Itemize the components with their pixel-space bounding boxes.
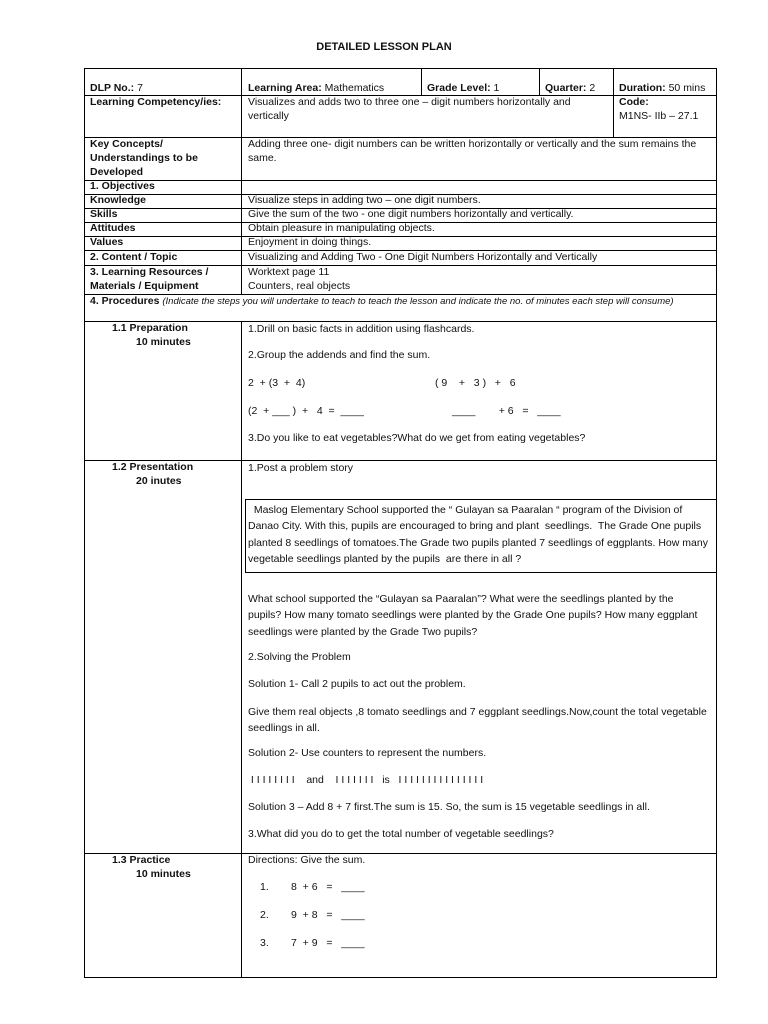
knowledge-label: Knowledge	[90, 194, 147, 206]
resources-label-1: 3. Learning Resources /	[90, 266, 209, 278]
practice-label: 1.3 Practice	[112, 854, 171, 866]
values-label: Values	[90, 236, 124, 248]
tally-counters: I I I I I I I I and I I I I I I I is I I I I I I I I I I I I I I I	[248, 774, 484, 786]
practice-item-2-number: 2.	[260, 909, 269, 921]
attitudes-text: Obtain pleasure in manipulating objects.	[248, 222, 435, 234]
skills-text: Give the sum of the two - one digit numbers horizontally and vertically.	[248, 208, 574, 220]
procedures-heading: 4. Procedures (Indicate the steps you will undertake to teach to teach the lesson and indicate the no. of minutes each step will consume)	[90, 295, 674, 307]
attitudes-label: Attitudes	[90, 222, 136, 234]
skills-label: Skills	[90, 208, 118, 220]
code-value: M1NS- IIb – 27.1	[619, 110, 699, 122]
preparation-item-3: 3.Do you like to eat vegetables?What do we get from eating vegetables?	[248, 432, 586, 444]
objectives-heading: 1. Objectives	[90, 180, 155, 192]
practice-item-1-number: 1.	[260, 881, 269, 893]
solution-1: Solution 1- Call 2 pupils to act out the problem.	[248, 678, 466, 690]
learning-area: Learning Area: Mathematics	[248, 82, 385, 94]
preparation-item-1: 1.Drill on basic facts in addition using flashcards.	[248, 323, 475, 335]
resources-line-2: Counters, real objects	[248, 280, 351, 292]
problem-story-text: Maslog Elementary School supported the “ Gulayan sa Paaralan “ program of the Division of Danao City. With this, pupils are encouraged to bring and plant seedlings. The Grade One pupils planted 8 seedlings of tomatoes.The Grade two pupils planted 7 seedlings of eggplants. How many vegetable seedlings planted by the pupils are there in all ?	[248, 504, 711, 565]
quarter: Quarter: 2	[545, 82, 596, 94]
solving-heading: 2.Solving the Problem	[248, 651, 351, 663]
key-concepts-label: Key Concepts/ Understandings to be Developed	[90, 138, 198, 178]
competency-text: Visualizes and adds two to three one – digit numbers horizontally and vertically	[248, 96, 571, 122]
duration: Duration: 50 mins	[619, 82, 706, 94]
preparation-equation-1b: ( 9 + 3 ) + 6	[435, 377, 516, 389]
solution-2: Solution 2- Use counters to represent the numbers.	[248, 747, 487, 759]
preparation-time: 10 minutes	[136, 336, 191, 348]
solution-3: Solution 3 – Add 8 + 7 first.The sum is 15. So, the sum is 15 vegetable seedlings in all.	[248, 801, 650, 813]
knowledge-text: Visualize steps in adding two – one digit numbers.	[248, 194, 481, 206]
preparation-equation-2b: ____ + 6 = ____	[452, 405, 561, 417]
practice-item-3-equation: 7 + 9 = ____	[291, 937, 365, 949]
resources-line-1: Worktext page 11	[248, 266, 330, 278]
preparation-item-2: 2.Group the addends and find the sum.	[248, 349, 431, 361]
values-text: Enjoyment in doing things.	[248, 236, 372, 248]
document-title: DETAILED LESSON PLAN	[316, 41, 452, 53]
lesson-plan-table	[84, 68, 717, 978]
presentation-label: 1.2 Presentation	[112, 461, 194, 473]
grade-level: Grade Level: 1	[427, 82, 500, 94]
practice-directions: Directions: Give the sum.	[248, 854, 366, 866]
resources-label-2: Materials / Equipment	[90, 280, 199, 292]
practice-item-2-equation: 9 + 8 = ____	[291, 909, 365, 921]
practice-item-1-equation: 8 + 6 = ____	[291, 881, 365, 893]
preparation-equation-1a: 2 + (3 + 4)	[248, 377, 306, 389]
presentation-item-3: 3.What did you do to get the total number of vegetable seedlings?	[248, 828, 554, 840]
content-label: 2. Content / Topic	[90, 251, 178, 263]
key-concepts-text: Adding three one- digit numbers can be written horizontally or vertically and the sum remains the same.	[248, 138, 697, 164]
code-label: Code:	[619, 96, 649, 108]
content-text: Visualizing and Adding Two - One Digit Numbers Horizontally and Vertically	[248, 251, 598, 263]
presentation-item-1: 1.Post a problem story	[248, 462, 354, 474]
story-questions: What school supported the “Gulayan sa Paaralan”? What were the seedlings planted by the pupils? How many tomato seedlings were planted by the Grade One pupils? How many eggplant seedlings were planted by the Grade Two pupils?	[248, 593, 698, 638]
competency-label: Learning Competency/ies:	[90, 96, 222, 108]
dlp-number: DLP No.: 7	[90, 82, 143, 94]
presentation-time: 20 inutes	[136, 475, 182, 487]
practice-item-3-number: 3.	[260, 937, 269, 949]
solution-1-detail: Give them real objects ,8 tomato seedlings and 7 eggplant seedlings.Now,count the total vegetable seedlings in all.	[248, 706, 707, 735]
practice-time: 10 minutes	[136, 868, 191, 880]
preparation-equation-2a: (2 + ___ ) + 4 = ____	[248, 405, 364, 417]
preparation-label: 1.1 Preparation	[112, 322, 188, 334]
